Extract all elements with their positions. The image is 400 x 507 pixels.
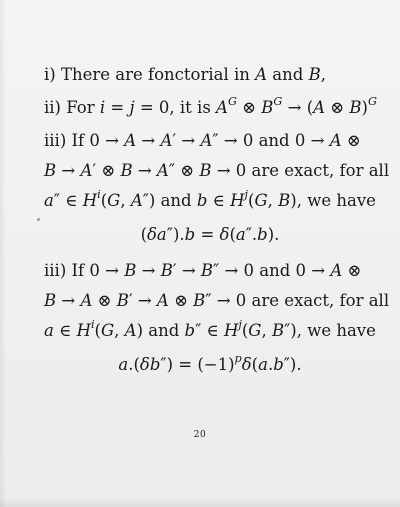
formula-iii-a: (δa″).b = δ(a″.b). bbox=[140, 225, 280, 244]
item-iii-b-label: iii) bbox=[44, 261, 67, 280]
page-number: 20 bbox=[193, 430, 207, 440]
formula-iii-b: $a.(\delta b'') = (-1)^p\delta(a.b'')$. bbox=[118, 351, 302, 374]
item-i-label: i) bbox=[44, 65, 56, 84]
page-body bbox=[44, 60, 390, 386]
item-iii-a bbox=[44, 126, 390, 250]
item-iii-a-label: iii) bbox=[44, 131, 67, 150]
item-iii-b bbox=[44, 256, 390, 380]
item-iii-a-line-2: B → A′ ⊗ B → A″ ⊗ B → 0 are exact, for all bbox=[44, 161, 390, 180]
item-iii-a-line-3: a″ ∈ $H^i(G$, A″) and b ∈ $H^j(G$, B), we have bbox=[44, 187, 376, 210]
item-iii-b-line-3: a ∈ $H^i(G$, A) and b″ ∈ $H^j(G$, B″), we have bbox=[44, 317, 376, 340]
item-iii-a-line-1: iii) If 0 → A → A′ → A″ → 0 and 0 → A ⊗ bbox=[44, 131, 361, 150]
item-ii: ii) For i = j = 0, it is $A^G$ ⊗ $B^G \to (A$ ⊗ B)$^G$ bbox=[44, 94, 377, 117]
scan-speck bbox=[37, 218, 40, 221]
item-ii-label: ii) bbox=[44, 98, 61, 117]
item-i: i) There are fonctorial in A and B, bbox=[44, 65, 326, 84]
item-iii-b-line-2: B → A ⊗ B′ → A ⊗ B″ → 0 are exact, for all bbox=[44, 291, 390, 310]
item-iii-b-line-1: iii) If 0 → B → B′ → B″ → 0 and 0 → A ⊗ bbox=[44, 261, 362, 280]
